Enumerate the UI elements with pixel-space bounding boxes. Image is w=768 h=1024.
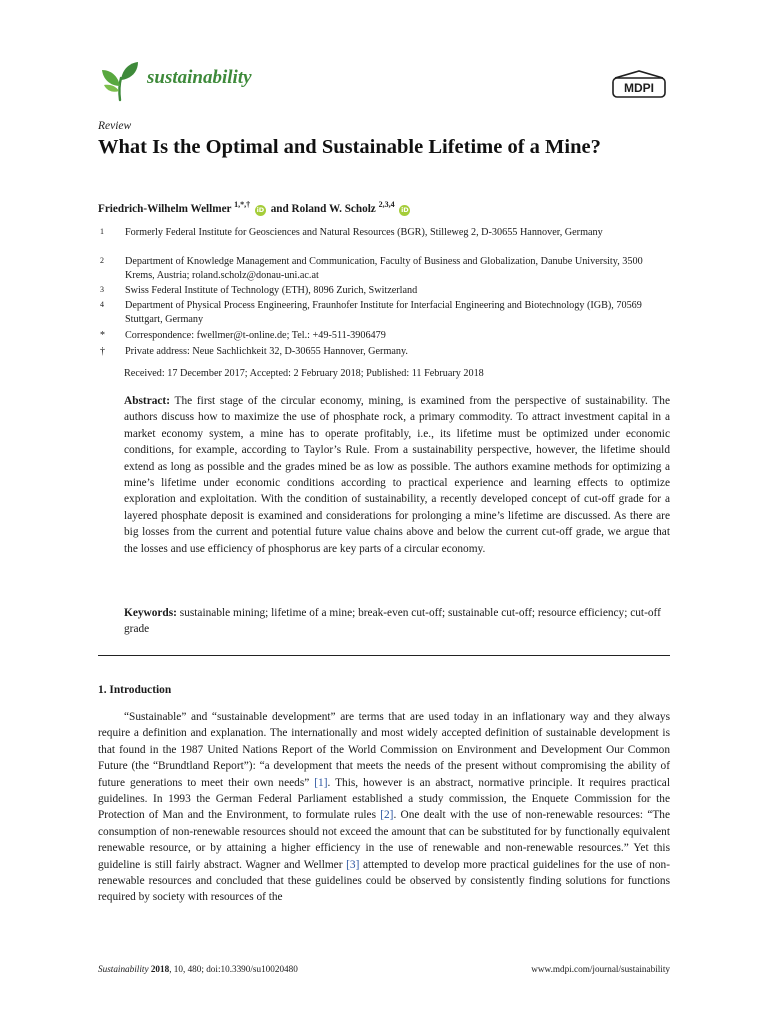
author-list xyxy=(98,200,412,216)
footer-citation-rest: , 10, 480; doi:10.3390/su10020480 xyxy=(169,964,298,974)
affiliation-mark: 1 xyxy=(100,227,104,236)
affiliation-text: Department of Knowledge Management and Communication, Faculty of Business and Globalization, Danube University, 3500 Krems, Austria; roland.scholz@donau-uni.ac.at xyxy=(125,256,643,281)
section-divider xyxy=(98,655,670,656)
orcid-icon[interactable]: iD xyxy=(401,206,409,214)
journal-name: sustainability xyxy=(147,67,252,88)
affiliation-mark: 2 xyxy=(100,256,104,265)
orcid-icon[interactable]: iD xyxy=(256,206,265,214)
author-affiliation-marks: 2,3,4 xyxy=(378,200,395,209)
affiliation-mark: * xyxy=(100,330,105,341)
citation-link[interactable]: [3] xyxy=(346,858,360,871)
footer-journal-url[interactable]: www.mdpi.com/journal/sustainability xyxy=(531,964,670,974)
affiliation-mark: † xyxy=(100,346,105,357)
footer-year: 2018 xyxy=(150,964,170,974)
section-heading: 1. Introduction xyxy=(98,684,172,696)
author-joiner: and xyxy=(270,203,289,215)
abstract-text: The first stage of the circular economy, mining, is examined from the perspective of sustainability. The authors discuss how to maximize the use of phosphate rock, a primary commodity. To attract investment capital in a market economy system, a mine has to operate profitably, i.e., its lifetime must be optimized under economic conditions, for example, according to Taylor’s Rule. From a sustainability perspective, however, the lifetime should extend as long as possible and the grades mined be as low as possible. The authors examine methods for optimizing a mine’s lifetime under economic conditions according to practical experience and learning effects to optimize exploration and exploitation. With the condition of sustainability, a recently developed concept of cut-off grade for a layered phosphate deposit is examined and considerations for prolonging a mine’s lifetime are discussed. As there are big losses from the current and potential future value chains above and below the current cut-off grade, we argue that the losses and use efficiency of phosphorus are key parts of a circular economy. xyxy=(124,395,670,555)
paragraph-text: . One dealt with the use of non-renewable resources: “The consumption of non-renewable resources should not exceed the amount that can be substituted for by functionally equivalent renewable resource, or by attaining a higher efficiency in the use of renewable and non-renewable resources.” Yet this guideline is still fairly abstract. Wagner and Wellmer xyxy=(98,809,670,871)
affiliation-text: Private address: Neue Sachlichkeit 32, D-30655 Hannover, Germany. xyxy=(125,346,408,357)
keywords-text: sustainable mining; lifetime of a mine; break-even cut-off; sustainable cut-off; resource efficiency; cut-off grade xyxy=(124,607,661,636)
affiliation-mark: 3 xyxy=(100,285,104,294)
abstract xyxy=(124,393,670,557)
paragraph-text: . This, however is an abstract, normative principle. It requires practical guidelines. In 1993 the German Federal Parliament established a study commission, the Enquete Commission for the Protection of Man and the Environment, to formulate rules xyxy=(98,776,670,822)
author-affiliation-marks: 1,*,† xyxy=(234,200,251,209)
footer-citation xyxy=(98,964,298,974)
footer-journal: Sustainability xyxy=(98,964,149,974)
publication-dates: Received: 17 December 2017; Accepted: 2 February 2018; Published: 11 February 2018 xyxy=(124,368,484,379)
introduction-paragraph xyxy=(98,709,670,906)
affiliation-text: Formerly Federal Institute for Geosciences and Natural Resources (BGR), Stilleweg 2, D-30655 Hannover, Germany xyxy=(125,227,603,238)
article-type: Review xyxy=(98,120,132,132)
citation-link[interactable]: [1] xyxy=(314,776,328,789)
article-title: What Is the Optimal and Sustainable Lifetime of a Mine? xyxy=(98,136,601,158)
citation-link[interactable]: [2] xyxy=(380,809,394,822)
publisher-name: MDPI xyxy=(624,81,654,95)
affiliation-text: Department of Physical Process Engineering, Fraunhofer Institute for Interfacial Engineering and Biotechnology (IGB), 70569 Stuttgart, Germany xyxy=(125,300,642,325)
keywords xyxy=(124,605,670,638)
affiliation-mark: 4 xyxy=(100,300,104,309)
author-name: Friedrich-Wilhelm Wellmer xyxy=(98,203,232,215)
keywords-label: Keywords: xyxy=(124,607,177,619)
paragraph-text: “Sustainable” and “sustainable development” are terms that are used today in an inflationary way and they always require a definition and explanation. The internationally and most widely accepted definition of sustainable development is that found in the 1987 United Nations Report of the World Commission on Environment and Development Our Common Future (the “Brundtland Report”): “a development that meets the needs of the present without compromising the ability of future generations to meet their own needs” xyxy=(98,711,670,789)
author-name: Roland W. Scholz xyxy=(291,203,376,215)
paragraph-text: attempted to develop more practical guidelines for the use of non-renewable resources and concluded that these guidelines could be observed by consistently finding solutions for functions required by society with resources of the xyxy=(98,858,670,904)
sustainability-leaf-logo-icon xyxy=(98,58,142,102)
affiliation-text: Swiss Federal Institute of Technology (ETH), 8096 Zurich, Switzerland xyxy=(125,285,418,296)
affiliation-text: Correspondence: fwellmer@t-online.de; Tel.: +49-511-3906479 xyxy=(125,330,386,341)
abstract-label: Abstract: xyxy=(124,395,170,407)
